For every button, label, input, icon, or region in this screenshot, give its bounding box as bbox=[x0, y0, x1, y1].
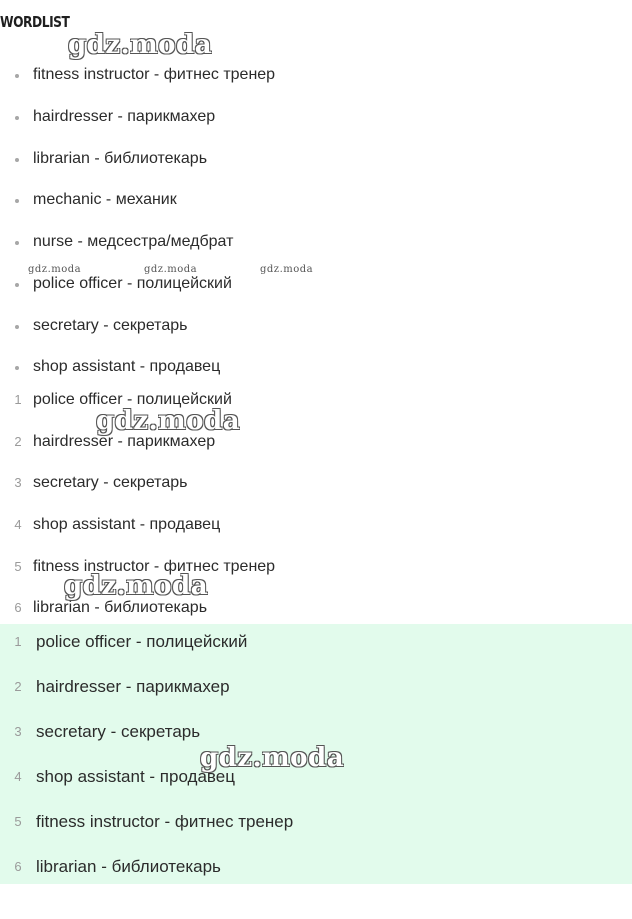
list-item-text: hairdresser - парикмахер bbox=[33, 108, 216, 125]
bullet-icon bbox=[15, 116, 19, 120]
bullet-icon bbox=[15, 241, 19, 245]
watermark: gdz.moda bbox=[260, 264, 314, 275]
answer-item-text: police officer - полицейский bbox=[36, 632, 248, 651]
list-item-text: secretary - секретарь bbox=[33, 317, 188, 334]
item-number: 3 bbox=[14, 724, 22, 739]
ordered-item-text: hairdresser - парикмахер bbox=[33, 433, 216, 450]
item-number: 6 bbox=[14, 600, 22, 615]
watermark: gdz.moda bbox=[200, 743, 345, 773]
item-number: 4 bbox=[14, 517, 22, 532]
bullet-icon bbox=[15, 158, 19, 162]
watermark: gdz.moda bbox=[96, 406, 241, 436]
list-item-text: fitness instructor - фитнес тренер bbox=[33, 66, 276, 83]
ordered-item-text: police officer - полицейский bbox=[33, 391, 232, 408]
list-item-text: police officer - полицейский bbox=[33, 275, 232, 292]
bullet-icon bbox=[15, 199, 19, 203]
watermark: gdz.moda bbox=[68, 30, 213, 60]
item-number: 5 bbox=[14, 559, 22, 574]
answer-item-text: librarian - библиотекарь bbox=[36, 857, 221, 876]
item-number: 4 bbox=[14, 769, 22, 784]
answer-item-text: hairdresser - парикмахер bbox=[36, 677, 230, 696]
bullet-icon bbox=[15, 283, 19, 287]
answer-item-text: fitness instructor - фитнес тренер bbox=[36, 812, 294, 831]
bullet-icon bbox=[15, 325, 19, 329]
ordered-item-text: shop assistant - продавец bbox=[33, 516, 221, 533]
item-number: 2 bbox=[14, 434, 22, 449]
list-item-text: librarian - библиотекарь bbox=[33, 150, 208, 167]
list-item-text: nurse - медсестра/медбрат bbox=[33, 233, 234, 250]
ordered-item-text: secretary - секретарь bbox=[33, 474, 188, 491]
answer-item-text: secretary - секретарь bbox=[36, 722, 201, 741]
bullet-icon bbox=[15, 74, 19, 78]
item-number: 1 bbox=[14, 634, 22, 649]
list-item-text: mechanic - механик bbox=[33, 191, 177, 208]
item-number: 2 bbox=[14, 679, 22, 694]
item-number: 3 bbox=[14, 475, 22, 490]
bullet-icon bbox=[15, 366, 19, 370]
page-title: WORDLIST bbox=[0, 13, 70, 31]
watermark: gdz.moda bbox=[28, 264, 82, 275]
ordered-item-text: fitness instructor - фитнес тренер bbox=[33, 558, 276, 575]
item-number: 6 bbox=[14, 859, 22, 874]
list-item-text: shop assistant - продавец bbox=[33, 358, 221, 375]
answer-item-text: shop assistant - продавец bbox=[36, 767, 235, 786]
item-number: 1 bbox=[14, 392, 22, 407]
ordered-item-text: librarian - библиотекарь bbox=[33, 599, 208, 616]
watermark: gdz.moda bbox=[64, 571, 209, 601]
watermark: gdz.moda bbox=[144, 264, 198, 275]
item-number: 5 bbox=[14, 814, 22, 829]
